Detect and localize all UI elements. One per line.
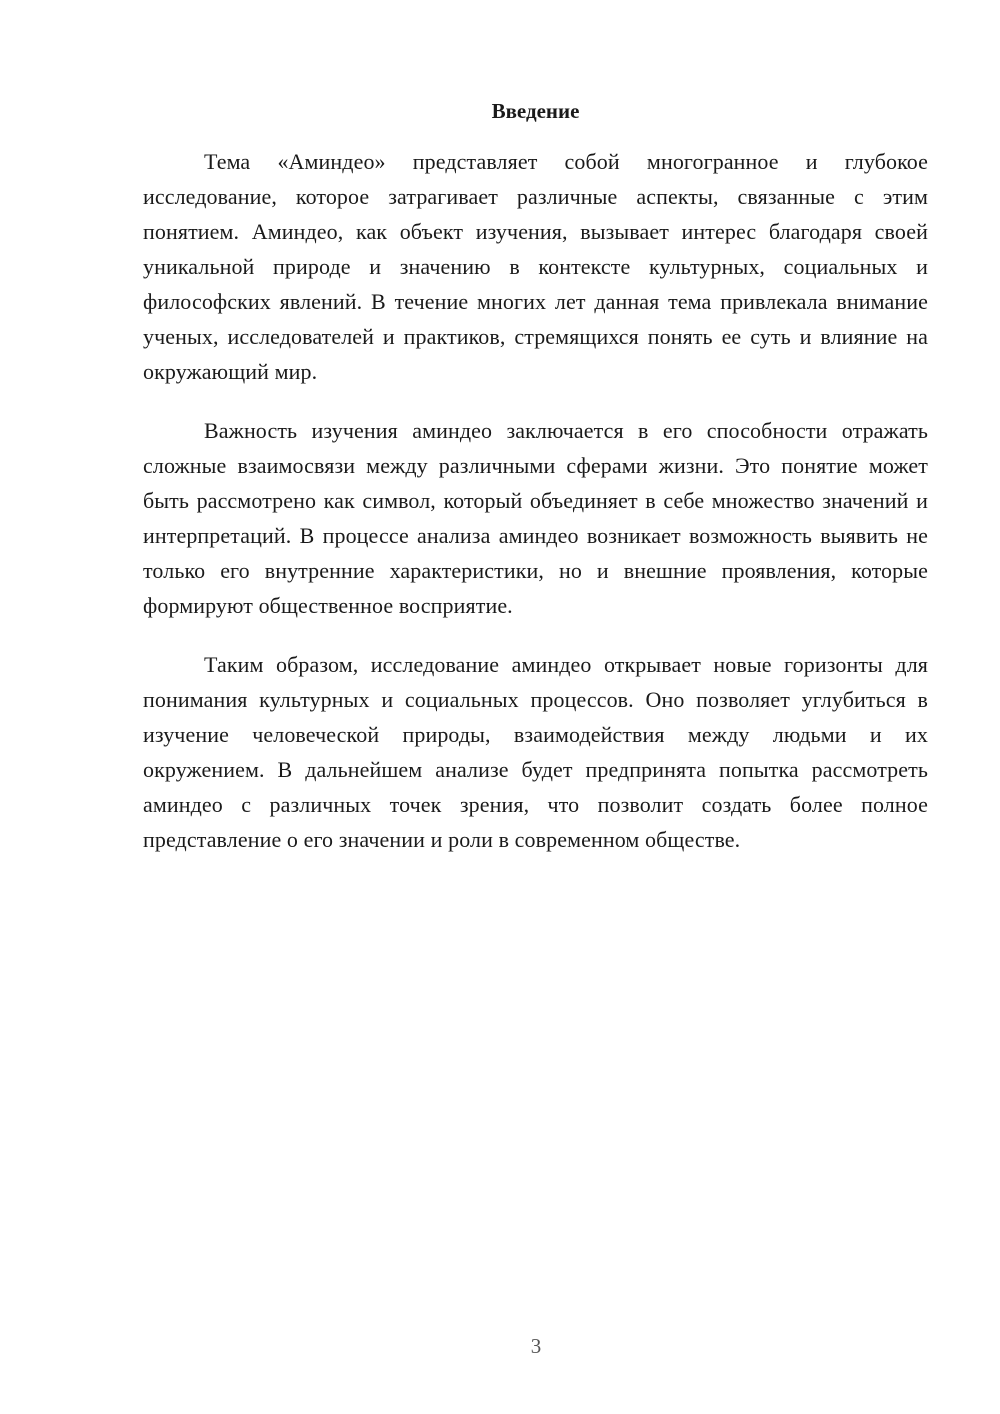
paragraph-1: Тема «Аминдео» представляет собой многогранное и глубокое исследование, которое затрагивает различные аспекты, связанные с этим понятием. Аминдео, как объект изучения, вызывает интерес благодаря своей уникальной природе и значению в контексте культурных, социальных и философских явлений. В течение многих лет данная тема привлекала внимание ученых, исследователей и практиков, стремящихся понять ее суть и влияние на окружающий мир. [143, 149, 928, 384]
paragraph-2: Важность изучения аминдео заключается в его способности отражать сложные взаимосвязи между различными сферами жизни. Это понятие может быть рассмотрено как символ, который объединяет в себе множество значений и интерпретаций. В процессе анализа аминдео возникает возможность выявить не только его внутренние характеристики, но и внешние проявления, которые формируют общественное восприятие. [143, 418, 928, 618]
page-number: 3 [530, 1334, 542, 1358]
section-heading: Введение [491, 99, 580, 123]
paragraph-3: Таким образом, исследование аминдео открывает новые горизонты для понимания культурных и социальных процессов. Оно позволяет углубиться в изучение человеческой природы, взаимодействия между людьми и их окружением. В дальнейшем анализе будет предпринята попытка рассмотреть аминдео с различных точек зрения, что позволит создать более полное представление о его значении и роли в современном обществе. [143, 652, 928, 852]
page-content [143, 96, 928, 881]
